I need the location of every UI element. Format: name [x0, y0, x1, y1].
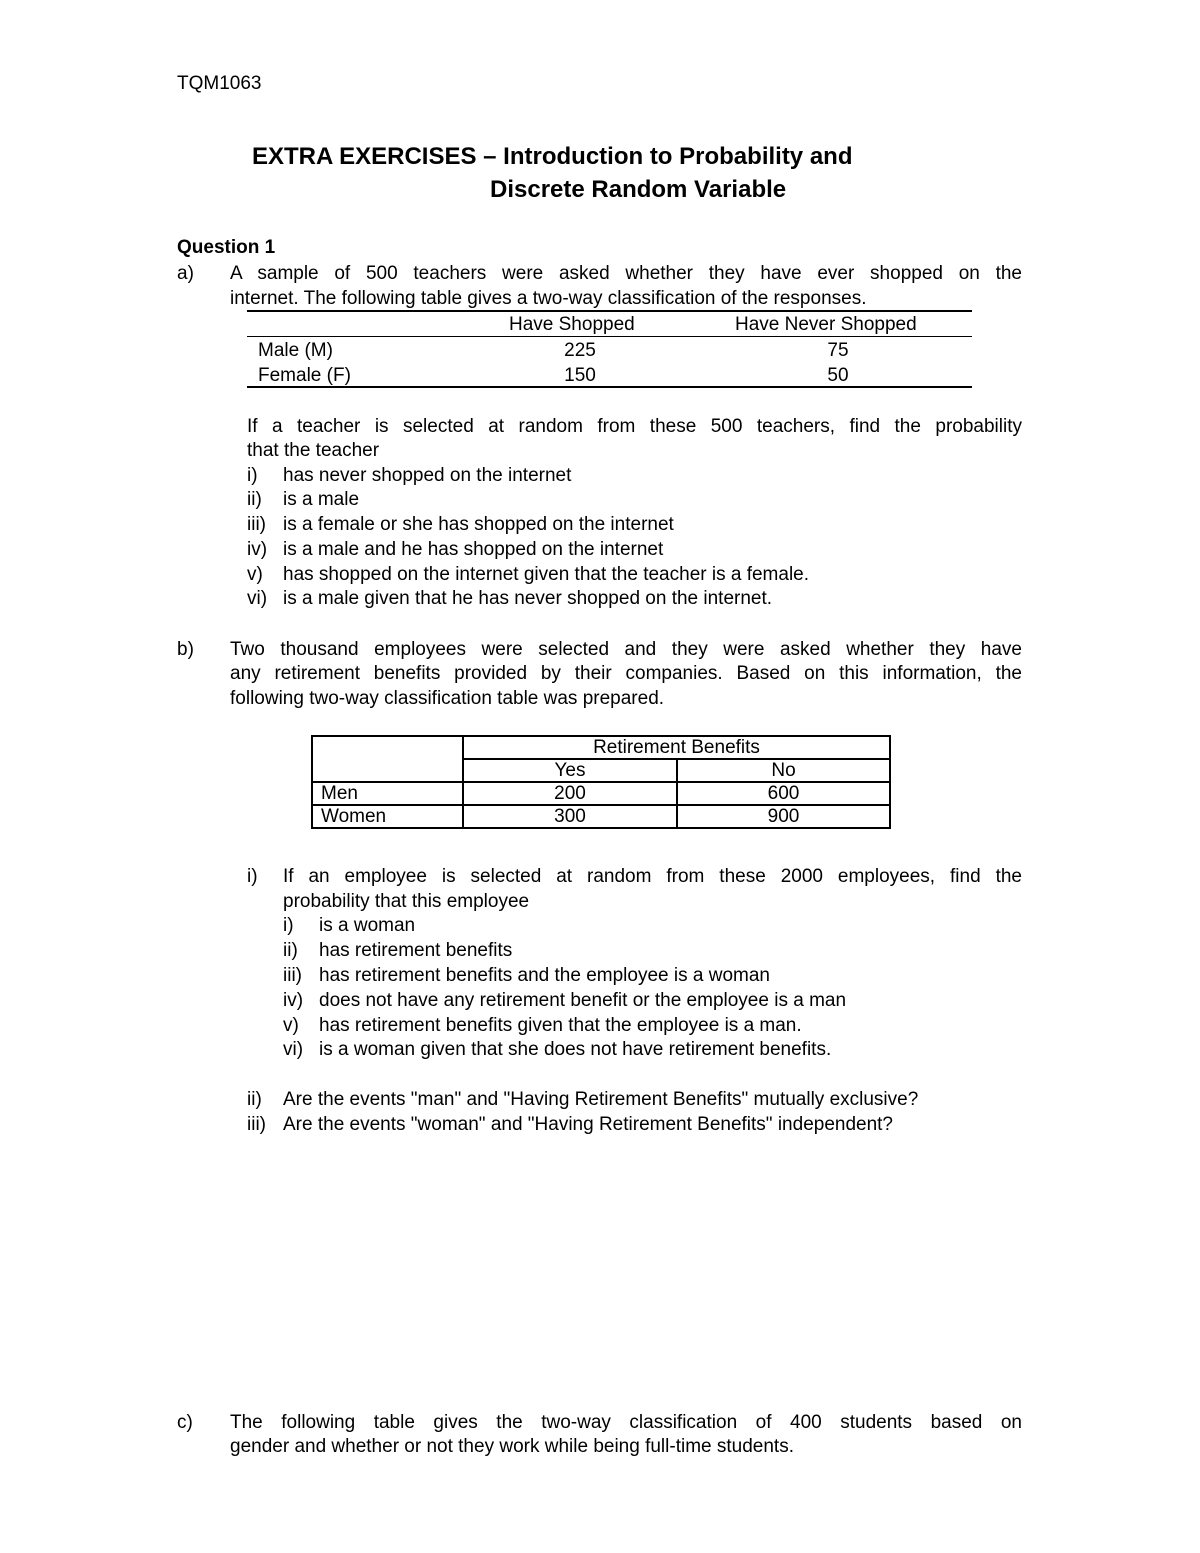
part-a-intro-line1: A sample of 500 teachers were asked whether they have ever shopped on the	[230, 263, 1022, 284]
table-a-header-shopped: Have Shopped	[509, 314, 635, 335]
item-number: i)	[247, 465, 258, 486]
part-b-item	[283, 938, 512, 963]
part-a-item	[247, 562, 809, 587]
part-a-item	[247, 537, 663, 562]
item-text: is a female or she has shopped on the internet	[283, 514, 674, 535]
part-c-line2: gender and whether or not they work while being full-time students.	[230, 1436, 794, 1457]
part-b-sub-i-line1: If an employee is selected at random from these 2000 employees, find the	[283, 866, 1022, 887]
table-a-male-shopped: 225	[564, 340, 596, 361]
part-b-intro-line3: following two-way classification table was prepared.	[230, 688, 665, 709]
item-number: v)	[283, 1015, 299, 1036]
table-b-header-no: No	[677, 759, 890, 782]
table-a-female-never: 50	[827, 365, 849, 386]
part-b-sub-i-line2: probability that this employee	[283, 891, 530, 912]
item-text: Are the events "woman" and "Having Retirement Benefits" independent?	[283, 1114, 894, 1135]
item-number: ii)	[247, 489, 262, 510]
item-number: iv)	[283, 990, 304, 1011]
item-text: is a woman	[319, 915, 416, 936]
table-b-men-no: 600	[677, 782, 890, 805]
part-a-intro-line2: internet. The following table gives a two-way classification of the responses.	[230, 288, 867, 309]
table-b-women-yes: 300	[463, 805, 677, 828]
table-b-row-women-label: Women	[312, 805, 463, 828]
item-number: vi)	[283, 1039, 304, 1060]
item-text: has retirement benefits	[319, 940, 513, 961]
part-b-label: b)	[177, 639, 194, 660]
table-b-corner	[312, 736, 463, 782]
item-number: iii)	[283, 965, 302, 986]
part-a-item	[247, 586, 772, 611]
item-number: vi)	[247, 588, 268, 609]
item-text: has shopped on the internet given that the teacher is a female.	[283, 564, 810, 585]
item-text: Are the events "man" and "Having Retirement Benefits" mutually exclusive?	[283, 1089, 919, 1110]
item-text: has retirement benefits and the employee is a woman	[319, 965, 770, 986]
part-a-prompt-line1: If a teacher is selected at random from these 500 teachers, find the probability	[247, 416, 1022, 437]
item-text: does not have any retirement benefit or the employee is a man	[319, 990, 847, 1011]
table-b-row-men-label: Men	[312, 782, 463, 805]
item-number: iv)	[247, 539, 268, 560]
part-c-label: c)	[177, 1412, 193, 1433]
part-b-intro-line1: Two thousand employees were selected and they were asked whether they have	[230, 639, 1022, 660]
item-text: is a male	[283, 489, 360, 510]
table-a-row-female-label: Female (F)	[258, 365, 351, 386]
table-b-women-no: 900	[677, 805, 890, 828]
table-b-men-yes: 200	[463, 782, 677, 805]
table-a-header-never: Have Never Shopped	[735, 314, 917, 335]
item-text: has never shopped on the internet	[283, 465, 572, 486]
part-a-prompt-line2: that the teacher	[247, 440, 380, 461]
part-b-item	[283, 1037, 831, 1062]
part-c-line1: The following table gives the two-way classification of 400 students based on	[230, 1412, 1022, 1433]
part-b-intro-line2: any retirement benefits provided by their companies. Based on this information, the	[230, 663, 1022, 684]
item-number: ii)	[247, 1089, 262, 1110]
page-title-line2: Discrete Random Variable	[490, 176, 787, 203]
question-heading: Question 1	[177, 237, 276, 258]
item-text: is a male and he has shopped on the internet	[283, 539, 664, 560]
part-b-item	[283, 913, 415, 938]
part-a-item	[247, 512, 674, 537]
table-a-male-never: 75	[827, 340, 849, 361]
table-b	[311, 735, 891, 829]
part-a-item	[247, 487, 359, 512]
part-b-item	[283, 988, 846, 1013]
part-b-item	[283, 1013, 802, 1038]
table-b-header-yes: Yes	[463, 759, 677, 782]
item-number: iii)	[247, 1114, 266, 1135]
item-number: ii)	[283, 940, 298, 961]
item-number: v)	[247, 564, 263, 585]
part-a-item	[247, 463, 571, 488]
table-a-bottom-rule	[247, 386, 972, 388]
part-a-label: a)	[177, 263, 194, 284]
table-a-female-shopped: 150	[564, 365, 596, 386]
table-a-row-male-label: Male (M)	[258, 340, 333, 361]
page-header: TQM1063	[177, 73, 262, 94]
item-text: is a male given that he has never shopped on the internet.	[283, 588, 773, 609]
part-b-item	[283, 963, 770, 988]
item-text: has retirement benefits given that the employee is a man.	[319, 1015, 802, 1036]
table-a-header-rule	[247, 336, 972, 337]
part-b-sub-i-number: i)	[247, 866, 258, 887]
item-number: i)	[283, 915, 294, 936]
item-number: iii)	[247, 514, 266, 535]
page-title-line1: EXTRA EXERCISES – Introduction to Probability and	[252, 143, 853, 170]
part-b-sub-iii	[247, 1112, 893, 1137]
item-text: is a woman given that she does not have retirement benefits.	[319, 1039, 832, 1060]
table-b-group-header: Retirement Benefits	[463, 736, 890, 759]
part-b-sub-ii	[247, 1087, 918, 1112]
